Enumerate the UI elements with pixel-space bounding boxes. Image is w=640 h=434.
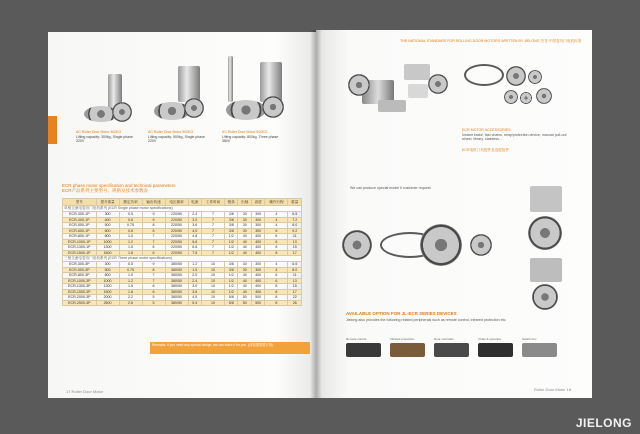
- table-cell: 500: [96, 223, 119, 229]
- table-cell: 3/8: [224, 217, 237, 223]
- table-cell: 8: [265, 250, 288, 256]
- table-cell: 5: [142, 295, 165, 301]
- chain-assembly-photo: [340, 220, 520, 276]
- table-cell: 8: [265, 289, 288, 295]
- table-cell: 6: [265, 234, 288, 240]
- table-cell: 380/50: [165, 278, 188, 284]
- table-cell: 380/50: [165, 262, 188, 268]
- table-cell: 4: [265, 217, 288, 223]
- product-title: AC Roller Door Motor 500KG: [148, 130, 194, 134]
- table-cell: 1.5: [119, 245, 142, 251]
- table-cell: 400: [251, 289, 264, 295]
- table-cell: 220/50: [165, 234, 188, 240]
- table-cell: 220/50: [165, 228, 188, 234]
- available-options-title: AVAILABLE OPTION FOR JL-ECR SERIES DEVICES: [346, 311, 457, 316]
- table-cell: 4: [265, 223, 288, 229]
- table-cell: 2.2: [119, 295, 142, 301]
- accessories-block: [462, 128, 572, 152]
- table-cell: 2.4: [188, 212, 201, 218]
- table-cell: 8: [265, 295, 288, 301]
- table-cell: 40: [238, 250, 251, 256]
- accessory-item-5: [522, 343, 557, 357]
- table-cell: 1300: [96, 245, 119, 251]
- table-cell: 220/50: [165, 223, 188, 229]
- table-cell: 9: [142, 217, 165, 223]
- table-cell: 800: [96, 234, 119, 240]
- table-cell: ECR-1000-3P: [63, 278, 97, 284]
- table-cell: 6: [142, 250, 165, 256]
- table-cell: 5/8: [224, 295, 237, 301]
- table-cell: 220/50: [165, 250, 188, 256]
- product-caption-3: [222, 130, 284, 144]
- table-cell: 5/8: [224, 300, 237, 306]
- table-cell: 5: [142, 300, 165, 306]
- column-header: 链条: [224, 199, 237, 206]
- table-cell: 380/50: [165, 295, 188, 301]
- table-cell: 50: [238, 295, 251, 301]
- table-cell: ECR-400-1P: [63, 217, 97, 223]
- table-cell: 5.6: [188, 239, 201, 245]
- spec-table: [62, 198, 302, 306]
- product-caption-1: [76, 130, 138, 144]
- left-folio: 17 Roller Door Motor: [66, 389, 104, 394]
- table-cell: 220/50: [165, 212, 188, 218]
- table-cell: 1/2: [224, 273, 237, 279]
- table-cell: 400: [251, 273, 264, 279]
- table-cell: 9: [142, 212, 165, 218]
- column-header: 输出转速: [142, 199, 165, 206]
- table-cell: 6: [265, 273, 288, 279]
- table-cell: 7.5: [188, 250, 201, 256]
- table-cell: ECR-600-1P: [63, 228, 97, 234]
- table-cell: 220/50: [165, 245, 188, 251]
- product-desc: Lifting capacity: 800kg, Three phase 380V: [222, 134, 279, 143]
- orange-tab: [48, 116, 57, 144]
- table-cell: 1500: [96, 250, 119, 256]
- table-cell: 8: [265, 300, 288, 306]
- table-cell: 6.8: [188, 245, 201, 251]
- table-cell: 40: [238, 239, 251, 245]
- table-cell: 1/2: [224, 278, 237, 284]
- table-cell: 380/50: [165, 267, 188, 273]
- table-cell: ECR-300-1P: [63, 212, 97, 218]
- table-cell: 30: [238, 267, 251, 273]
- table-cell: 1.2: [119, 239, 142, 245]
- table-cell: 1.5: [119, 284, 142, 290]
- table-cell: ECR-1300-3P: [63, 284, 97, 290]
- table-cell: 6: [265, 228, 288, 234]
- table-cell: 40: [238, 273, 251, 279]
- table-cell: ECR-300-3P: [63, 262, 97, 268]
- table-cell: 13: [288, 278, 302, 284]
- table-cell: 7: [142, 273, 165, 279]
- table-cell: 1/2: [224, 245, 237, 251]
- table-cell: 380/50: [165, 300, 188, 306]
- table-cell: 300: [251, 212, 264, 218]
- table-cell: 300: [251, 267, 264, 273]
- table-cell: 0.6: [119, 217, 142, 223]
- table-cell: 1.0: [119, 273, 142, 279]
- table-cell: 1.8: [119, 289, 142, 295]
- table-cell: 15: [288, 284, 302, 290]
- accessories-title-cn: ECR电机门机配件及选配组件: [462, 147, 510, 152]
- table-cell: 300: [96, 262, 119, 268]
- accessory-photo-discs: [504, 86, 564, 112]
- accessory-label-3: Door controller: [434, 337, 454, 341]
- accessory-item-3: [434, 343, 469, 357]
- table-cell: 0.75: [119, 223, 142, 229]
- product-desc: Lifting capacity: 300kg, Single phase 220V: [76, 134, 133, 143]
- accessories-text: Instant brake, fast chains, relay/protection device, manual pull-out wheel, library, stainless...: [462, 132, 567, 142]
- table-cell: 3/8: [224, 267, 237, 273]
- table-cell: 7: [142, 239, 165, 245]
- available-options-text: Jielong also provides the following related peripherals such as remote control, infrared protection etc.: [346, 318, 507, 322]
- table-cell: 17: [288, 250, 302, 256]
- table-cell: 220/50: [165, 239, 188, 245]
- table-cell: 400: [251, 278, 264, 284]
- table-cell: 300: [251, 217, 264, 223]
- table-cell: 8: [142, 228, 165, 234]
- accessory-item-1: [346, 343, 381, 357]
- table-cell: 300: [96, 212, 119, 218]
- table-cell: ECR-800-1P: [63, 234, 97, 240]
- column-header: 高度: [251, 199, 264, 206]
- table-cell: 22: [288, 295, 302, 301]
- table-cell: 300: [251, 223, 264, 229]
- table-cell: 7: [202, 234, 225, 240]
- table-cell: 300: [251, 262, 264, 268]
- table-cell: 1000: [96, 278, 119, 284]
- table-cell: 10: [202, 278, 225, 284]
- book-spine: [310, 30, 322, 398]
- table-cell: 50: [238, 300, 251, 306]
- table-cell: 0.5: [119, 262, 142, 268]
- table-cell: 8: [265, 284, 288, 290]
- table-cell: 400: [251, 284, 264, 290]
- table-cell: 1/2: [224, 289, 237, 295]
- table-cell: 7: [202, 245, 225, 251]
- table-cell: 1000: [96, 239, 119, 245]
- table-cell: 9: [142, 262, 165, 268]
- column-header: 提升重量: [96, 199, 119, 206]
- table-row: [63, 300, 302, 306]
- table-cell: 0.75: [119, 267, 142, 273]
- table-cell: 1300: [96, 284, 119, 290]
- table-cell: 10: [202, 295, 225, 301]
- table-cell: 380/50: [165, 273, 188, 279]
- table-cell: 30: [238, 212, 251, 218]
- table-cell: 4.8: [188, 234, 201, 240]
- table-cell: 400: [96, 217, 119, 223]
- table-cell: 2.0: [188, 273, 201, 279]
- table-cell: 0.8: [119, 228, 142, 234]
- table-cell: 6.5: [288, 262, 302, 268]
- table-cell: 3.6: [188, 223, 201, 229]
- table-cell: 8: [142, 223, 165, 229]
- table-cell: ECR-1300-1P: [63, 245, 97, 251]
- table-cell: 40: [238, 278, 251, 284]
- product-title: AC Roller Door Motor 800KG: [222, 130, 268, 134]
- table-section-label: 单相交流电卷帘门电机系列 (ECR Single phase motor specifications): [63, 206, 302, 212]
- table-cell: 11: [288, 273, 302, 279]
- table-cell: 6: [265, 239, 288, 245]
- accessory-photo-parts: [398, 54, 454, 106]
- table-cell: 26: [288, 300, 302, 306]
- table-cell: 3/8: [224, 262, 237, 268]
- column-header: 型号: [63, 199, 97, 206]
- accessory-label-5: Switch box: [522, 337, 537, 341]
- table-cell: 1.2: [188, 262, 201, 268]
- table-cell: 1500: [96, 289, 119, 295]
- table-cell: ECR-500-3P: [63, 267, 97, 273]
- accessory-item-2: [390, 343, 425, 357]
- table-cell: 11: [288, 234, 302, 240]
- table-cell: 500: [251, 295, 264, 301]
- table-header-row: [63, 199, 302, 206]
- accessory-label-2: Infrared protection: [390, 337, 415, 341]
- table-cell: 8: [142, 267, 165, 273]
- table-cell: ECR-2500-3P: [63, 300, 97, 306]
- table-cell: 600: [96, 228, 119, 234]
- table-cell: 30: [238, 223, 251, 229]
- table-title: [62, 183, 176, 193]
- table-cell: 7: [202, 228, 225, 234]
- table-cell: 7: [202, 212, 225, 218]
- table-cell: 7: [142, 234, 165, 240]
- table-cell: 2.4: [188, 278, 201, 284]
- accessories-title: ECR MOTOR ACCESSORIES: [462, 128, 511, 132]
- table-cell: ECR-500-1P: [63, 223, 97, 229]
- table-cell: 220/50: [165, 217, 188, 223]
- table-cell: 10: [202, 300, 225, 306]
- product-motor-3: [220, 56, 294, 134]
- table-cell: 7.2: [288, 217, 302, 223]
- table-cell: 500: [251, 300, 264, 306]
- column-header: 出轴: [238, 199, 251, 206]
- table-cell: 6: [142, 289, 165, 295]
- right-folio: Roller Door Motor 18: [534, 387, 572, 392]
- table-cell: 9.2: [288, 228, 302, 234]
- table-cell: 10: [202, 273, 225, 279]
- table-cell: 6.5: [288, 212, 302, 218]
- table-cell: 1.5: [188, 267, 201, 273]
- column-header: 工作时间: [202, 199, 225, 206]
- table-cell: 8.0: [288, 223, 302, 229]
- table-cell: 2000: [96, 295, 119, 301]
- table-cell: 2500: [96, 300, 119, 306]
- table-cell: 40: [238, 245, 251, 251]
- motor-side-photos: [524, 186, 570, 312]
- brand-logo: JIELONG: [575, 416, 632, 430]
- table-cell: 30: [238, 217, 251, 223]
- product-motor-1: [78, 72, 136, 134]
- table-cell: 7: [142, 278, 165, 284]
- table-cell: 17: [288, 289, 302, 295]
- table-title-en: ECR phase motor specification and technical parameters: [62, 183, 176, 188]
- column-header: 电压频率: [165, 199, 188, 206]
- table-cell: 15: [288, 245, 302, 251]
- table-cell: 4: [265, 267, 288, 273]
- table-cell: 400: [251, 245, 264, 251]
- column-header: 电流: [188, 199, 201, 206]
- table-cell: 6: [265, 278, 288, 284]
- table-cell: 8.0: [288, 267, 302, 273]
- table-cell: 1/2: [224, 250, 237, 256]
- accessory-item-4: [478, 343, 513, 357]
- table-cell: 1/2: [224, 284, 237, 290]
- table-cell: 800: [96, 273, 119, 279]
- table-cell: ECR-800-3P: [63, 273, 97, 279]
- table-cell: 5.4: [188, 300, 201, 306]
- accessory-label-4: Chain & sprocket: [478, 337, 501, 341]
- table-cell: ECR-1500-3P: [63, 289, 97, 295]
- table-cell: 400: [251, 239, 264, 245]
- table-cell: 7: [202, 239, 225, 245]
- accessory-label-1: Remote control: [346, 337, 367, 341]
- table-cell: 10: [202, 267, 225, 273]
- table-cell: 2.6: [119, 300, 142, 306]
- table-cell: 10: [202, 262, 225, 268]
- right-header: THE NATIONAL STANDARD FOR ROLLING DOOR MOTORS WRITTEN BY JIELONG 杰龙·中国卷帘门电机标准: [400, 39, 582, 43]
- column-header: 操作行程: [265, 199, 288, 206]
- product-title: AC Roller Door Motor 300KG: [76, 130, 122, 134]
- table-title-cn: ECR产品系列主要型号、规格及技术参数表: [62, 188, 148, 193]
- table-cell: 30: [238, 228, 251, 234]
- table-cell: 10: [202, 284, 225, 290]
- table-cell: 3/8: [224, 212, 237, 218]
- table-cell: 13: [288, 239, 302, 245]
- table-cell: 1.8: [119, 250, 142, 256]
- special-model-text: We can produce special model if customer request: [350, 186, 431, 190]
- table-cell: 40: [238, 284, 251, 290]
- table-cell: ECR-1000-1P: [63, 239, 97, 245]
- table-cell: 4: [265, 212, 288, 218]
- table-cell: 3.0: [188, 284, 201, 290]
- table-cell: 6: [142, 284, 165, 290]
- table-cell: 1/2: [224, 239, 237, 245]
- table-cell: 7: [202, 250, 225, 256]
- column-header: 重量: [288, 199, 302, 206]
- table-cell: 30: [238, 262, 251, 268]
- table-cell: 3/8: [224, 228, 237, 234]
- table-cell: 1.0: [119, 234, 142, 240]
- table-cell: 8: [265, 245, 288, 251]
- table-cell: 4.5: [188, 295, 201, 301]
- table-cell: 400: [251, 250, 264, 256]
- table-cell: 7: [202, 217, 225, 223]
- product-desc: Lifting capacity: 500kg, Single phase 220V: [148, 134, 205, 143]
- table-cell: ECR-1500-1P: [63, 250, 97, 256]
- column-header: 额定功率: [119, 199, 142, 206]
- table-cell: 300: [251, 228, 264, 234]
- remarks-note: Remarks: If you need any special design, we can make it for you. (请根据需要订制): [150, 342, 310, 354]
- table-cell: 7: [202, 223, 225, 229]
- product-motor-2: [150, 66, 208, 134]
- table-cell: 1.2: [119, 278, 142, 284]
- table-cell: 40: [238, 234, 251, 240]
- table-cell: 3.6: [188, 289, 201, 295]
- table-cell: 500: [96, 267, 119, 273]
- table-cell: 6: [142, 245, 165, 251]
- table-cell: 3/8: [224, 223, 237, 229]
- table-cell: 4.0: [188, 228, 201, 234]
- table-cell: 3.0: [188, 217, 201, 223]
- table-section-label: 三相交流电卷帘门电机系列 (ECR Three phase motor specifications): [63, 256, 302, 262]
- table-cell: 10: [202, 289, 225, 295]
- table-cell: 40: [238, 289, 251, 295]
- table-cell: 1/2: [224, 234, 237, 240]
- table-cell: 0.5: [119, 212, 142, 218]
- table-cell: 380/50: [165, 284, 188, 290]
- table-cell: ECR-2000-3P: [63, 295, 97, 301]
- table-cell: 380/50: [165, 289, 188, 295]
- table-cell: 400: [251, 234, 264, 240]
- table-cell: 4: [265, 262, 288, 268]
- product-caption-2: [148, 130, 210, 144]
